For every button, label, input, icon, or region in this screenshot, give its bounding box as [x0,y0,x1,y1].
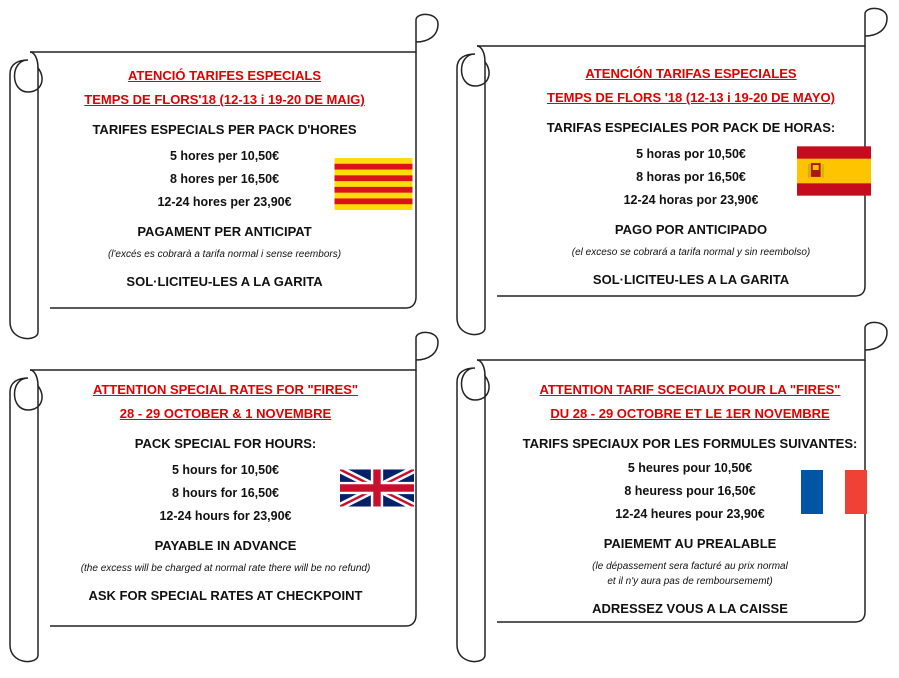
rate-line: 12-24 hores per 23,90€ [157,195,292,209]
payment-label: PAGAMENT PER ANTICIPAT [137,224,312,239]
rate-line: 5 hores per 10,50€ [169,149,280,163]
rates-header: PACK SPECIAL FOR HOURS: [134,436,317,451]
request-instruction: ASK FOR SPECIAL RATES AT CHECKPOINT [88,588,363,603]
uk-flag-icon [340,463,414,513]
rate-line: 5 hours for 10,50€ [172,463,279,477]
spanish-flag-icon [797,146,871,196]
request-instruction: SOL·LICITEU-LES A LA GARITA [592,272,790,287]
rate-line: 12-24 hours for 23,90€ [159,509,292,523]
french-flag-icon [799,470,869,514]
rate-line: 8 heuress pour 16,50€ [624,484,756,498]
rates-header: TARIFAS ESPECIALES POR PACK DE HORAS: [546,120,836,135]
notice-scroll-catalan [8,12,438,342]
notice-scroll-spanish [455,6,891,341]
rate-line: 12-24 horas por 23,90€ [623,193,759,207]
payment-label: PAYABLE IN ADVANCE [154,538,297,553]
panel-title: ATENCIÓN TARIFAS ESPECIALES [585,66,797,81]
payment-label: PAIEMEMT AU PREALABLE [603,536,777,551]
excess-note: (el exceso se cobrará a tarifa normal y sin reembolso) [571,247,811,258]
excess-note: et il n'y aura pas de remboursememt) [607,576,773,587]
panel-dates: TEMPS DE FLORS '18 (12-13 i 19-20 DE MAYO) [547,90,835,105]
excess-note: (l'excés es cobrarà a tarifa normal i sense reembors) [107,249,342,260]
rate-line: 12-24 heures pour 23,90€ [615,507,765,521]
panel-title: ATTENTION SPECIAL RATES FOR "FIRES" [92,382,359,397]
panel-title: ATTENTION TARIF SCECIAUX POUR LA "FIRES" [539,382,841,397]
rate-line: 5 horas por 10,50€ [636,147,746,161]
rate-line: 5 heures pour 10,50€ [627,461,753,475]
rate-line: 8 hores per 16,50€ [169,172,280,186]
panel-dates: TEMPS DE FLORS'18 (12-13 i 19-20 DE MAIG) [84,92,365,107]
excess-note: (the excess will be charged at normal rate there will be no refund) [80,563,371,574]
notice-scroll-french [455,320,891,670]
request-instruction: SOL·LICITEU-LES A LA GARITA [126,274,323,289]
request-instruction: ADRESSEZ VOUS A LA CAISSE [592,601,788,616]
notice-scroll-english [8,330,438,670]
panel-dates: 28 - 29 OCTOBER & 1 NOVEMBRE [119,406,332,421]
rates-header: TARIFS SPECIAUX POR LES FORMULES SUIVANTES: [522,436,858,451]
payment-label: PAGO POR ANTICIPADO [614,222,768,237]
catalan-flag-icon [334,158,413,210]
excess-note: (le dépassement sera facturé au prix normal [592,561,788,572]
panel-dates: DU 28 - 29 OCTOBRE ET LE 1ER NOVEMBRE [550,406,830,421]
panel-title: ATENCIÓ TARIFES ESPECIALS [127,68,322,83]
rate-line: 8 horas por 16,50€ [636,170,746,184]
rates-header: TARIFES ESPECIALS PER PACK D'HORES [92,122,357,137]
rate-line: 8 hours for 16,50€ [172,486,279,500]
